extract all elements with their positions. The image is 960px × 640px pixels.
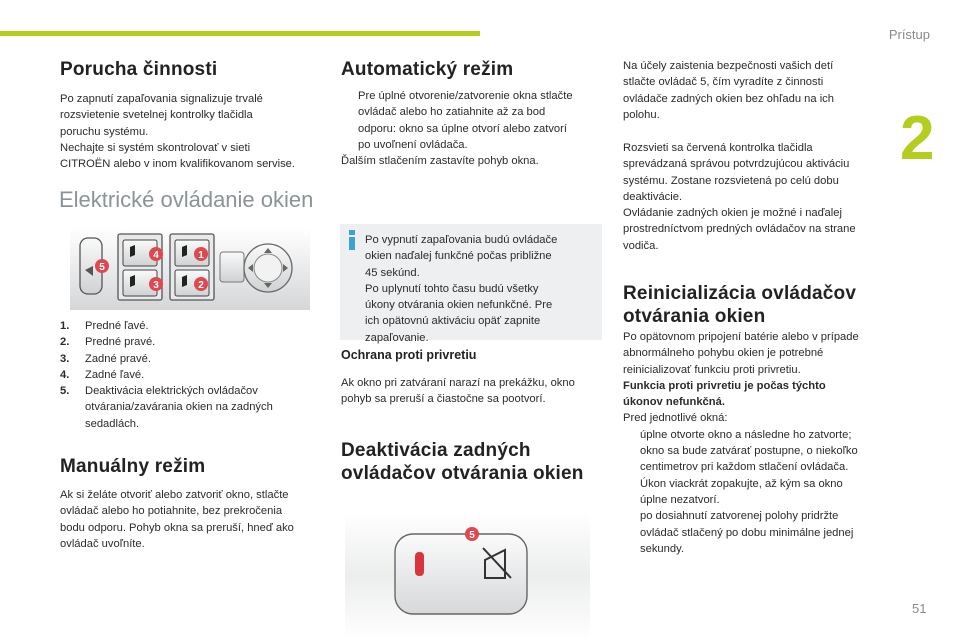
- list-item: [60, 351, 320, 367]
- bullet-item: [623, 427, 898, 508]
- item-number: 5.: [60, 385, 70, 398]
- text-line: Na účely zaistenia bezpečnosti vašich detí: [623, 60, 834, 72]
- chapter-number: 2: [900, 104, 935, 173]
- item-text: otvárania/zavárania okien na zadných: [85, 401, 273, 414]
- badge-label: 4: [153, 250, 159, 261]
- badge-label: 5: [99, 262, 105, 273]
- list-item: [60, 318, 320, 334]
- bullet-text: [358, 88, 606, 153]
- text-line: Pre úplné otvorenie/zatvorenie okna stlačte: [358, 90, 573, 102]
- bullet-arrow-icon: [341, 88, 358, 153]
- text-line: úplne otvorte okno a následne ho zatvorte;: [640, 428, 852, 441]
- text-line: centimetrov pri každom stlačení ovládača.: [640, 461, 849, 474]
- info-box: [340, 224, 602, 344]
- porucha-text: [60, 91, 330, 172]
- text-line: ovládač alebo ho potiahnite, bez prekročenia: [60, 505, 283, 518]
- label-badge: [194, 277, 208, 291]
- ochrana-text: [341, 375, 611, 408]
- text-line: odporu: okno sa úplne otvorí alebo zatvorí: [358, 122, 567, 135]
- text-line: prostredníctvom predných ovládačov na strane: [623, 223, 856, 236]
- text-line: úkony otvárania okien nefunkčné. Pre: [365, 299, 553, 312]
- text-line: Ak okno pri zatváraní narazí na prekážku, okno: [341, 377, 575, 389]
- heading-line: otvárania okien: [623, 306, 766, 327]
- text-line: Nechajte si systém skontrolovať v sieti: [60, 141, 251, 154]
- item-text: Zadné ľavé.: [85, 368, 145, 381]
- text-line: po dosiahnutí zatvorenej polohy pridržte: [640, 510, 839, 523]
- text-line: ovládač alebo ho zatiahnite až za bod: [358, 106, 546, 119]
- auto-heading: Automatický režim: [341, 59, 514, 80]
- text-line: Úkon viackrát zopakujte, až kým sa okno: [640, 477, 843, 490]
- window-icon: [130, 245, 135, 257]
- list-item: [60, 383, 320, 432]
- page-number: 51: [912, 601, 927, 616]
- elektricke-heading: Elektrické ovládanie okien: [59, 187, 314, 212]
- text-line: systému. Zostane rozsvietená po celú dobu: [623, 174, 839, 187]
- text-line: Pred jednotlivé okná:: [623, 412, 728, 425]
- text-line: ovládač stlačený po dobu minimálne jednej: [640, 526, 854, 539]
- text-line: abnormálneho pohybu okien je potrebné: [623, 347, 824, 360]
- item-number: 2.: [60, 336, 70, 349]
- bullet-item: [623, 508, 898, 557]
- text-line: 45 sekúnd.: [365, 266, 420, 279]
- list-item: [60, 334, 320, 350]
- deaktivacia-heading: [341, 439, 584, 485]
- section-label: Prístup: [888, 27, 930, 42]
- item-text-block: [85, 383, 273, 432]
- item-text: sedadlách.: [85, 417, 140, 430]
- text-line: vodiča.: [623, 239, 659, 252]
- badge-label: 1: [198, 250, 204, 261]
- text-line: okno sa bude zatvárať postupne, o niekoľko: [640, 445, 858, 458]
- badge-label: 3: [153, 280, 159, 291]
- label-badge: [465, 527, 479, 541]
- manualny-heading: Manuálny režim: [60, 456, 206, 477]
- text-line: poruchu systému.: [60, 125, 149, 138]
- text-line: Ovládanie zadných okien je možné i naďalej: [623, 207, 842, 220]
- bullet-item: [341, 88, 606, 153]
- text-line: Funkcia proti privretiu je počas týchto: [623, 379, 826, 392]
- text-line: deaktivácie.: [623, 190, 683, 203]
- intro-text: [623, 58, 893, 123]
- auto-text: [341, 88, 606, 169]
- label-badge: [95, 259, 109, 273]
- text-line: Rozsvieti sa červená kontrolka tlačidla: [623, 142, 813, 154]
- heading-line: ovládačov otvárania okien: [341, 463, 584, 484]
- accent-bar: [0, 31, 480, 36]
- text-line: Po opätovnom pripojení batérie alebo v prípade: [623, 331, 859, 343]
- text-line: úplne nezatvorí.: [640, 493, 720, 506]
- label-badge: [149, 247, 163, 261]
- text-line: ich opätovnú aktiváciu opäť zapnite: [365, 315, 541, 328]
- item-text: Zadné pravé.: [85, 352, 151, 365]
- text-line: ovládač uvoľníte.: [60, 537, 145, 550]
- text-line: po uvoľnení ovládača.: [358, 138, 468, 151]
- text-line: rozsvietenie svetelnej kontrolky tlačidla: [60, 109, 253, 122]
- text-line: reinicializovať funkciu proti privretiu.: [623, 363, 801, 376]
- text-line: Ďalším stlačením zastavíte pohyb okna.: [341, 155, 539, 168]
- bullet-arrow-icon: [623, 427, 640, 508]
- text-line: zapaľovanie.: [365, 331, 429, 344]
- text-line: pohyb sa preruší a čiastočne sa pootvorí.: [341, 393, 546, 406]
- text-line: Ak si želáte otvoriť alebo zatvoriť okno, stlačte: [60, 489, 289, 501]
- child-lock-button-figure: [345, 512, 590, 640]
- info-icon: [346, 230, 358, 250]
- text-line: Po vypnutí zapaľovania budú ovládače: [365, 234, 558, 246]
- badge-label: 2: [198, 280, 204, 291]
- window-icon: [130, 275, 135, 287]
- porucha-heading: Porucha činnosti: [60, 59, 218, 80]
- text-line: sekundy.: [640, 542, 684, 555]
- label-badge: [149, 277, 163, 291]
- led-text: [623, 140, 893, 254]
- bullet-text: [640, 508, 898, 557]
- label-badge: [194, 247, 208, 261]
- badge-label: 5: [469, 530, 475, 541]
- heading-line: Deaktivácia zadných: [341, 440, 531, 461]
- item-number: 4.: [60, 368, 70, 381]
- info-text: [365, 232, 595, 346]
- switch-legend-list: [60, 318, 320, 432]
- text-line: úkonov nefunkčná.: [623, 396, 725, 409]
- bullet-arrow-icon: [623, 508, 640, 557]
- ochrana-heading: Ochrana proti privretiu: [341, 348, 477, 362]
- bullet-text: [640, 427, 898, 508]
- text-line: Po uplynutí tohto času budú všetky: [365, 282, 539, 295]
- item-text: Predné pravé.: [85, 336, 156, 349]
- reinit-text: [623, 329, 898, 557]
- text-line: sprevádzaná správou potvrdzujúcou aktiváciu: [623, 158, 850, 171]
- text-line: stlačte ovládač 5, čím vyradíte z činnosti: [623, 76, 824, 89]
- text-line: Po zapnutí zapaľovania signalizuje trvalé: [60, 93, 263, 105]
- text-line: CITROËN alebo v inom kvalifikovanom servise.: [60, 158, 296, 171]
- text-line: bodu odporu. Pohyb okna sa preruší, hneď ako: [60, 521, 294, 534]
- text-line: ovládače zadných okien bez ohľadu na ich: [623, 92, 835, 105]
- window-icon: [182, 275, 187, 287]
- item-number: 1.: [60, 320, 70, 332]
- list-item: [60, 367, 320, 383]
- red-led-indicator: [415, 552, 424, 576]
- reinit-heading: [623, 282, 856, 328]
- item-text: Deaktivácia elektrických ovládačov: [85, 385, 258, 398]
- heading-line: Reinicializácia ovládačov: [623, 283, 857, 304]
- window-icon: [182, 245, 187, 257]
- text-line: okien naďalej funkčné počas približne: [365, 250, 552, 263]
- item-number: 3.: [60, 352, 70, 365]
- manualny-text: [60, 487, 330, 552]
- window-switch-panel-figure: [70, 228, 310, 310]
- item-text: Predné ľavé.: [85, 320, 149, 332]
- text-line: polohu.: [623, 108, 660, 121]
